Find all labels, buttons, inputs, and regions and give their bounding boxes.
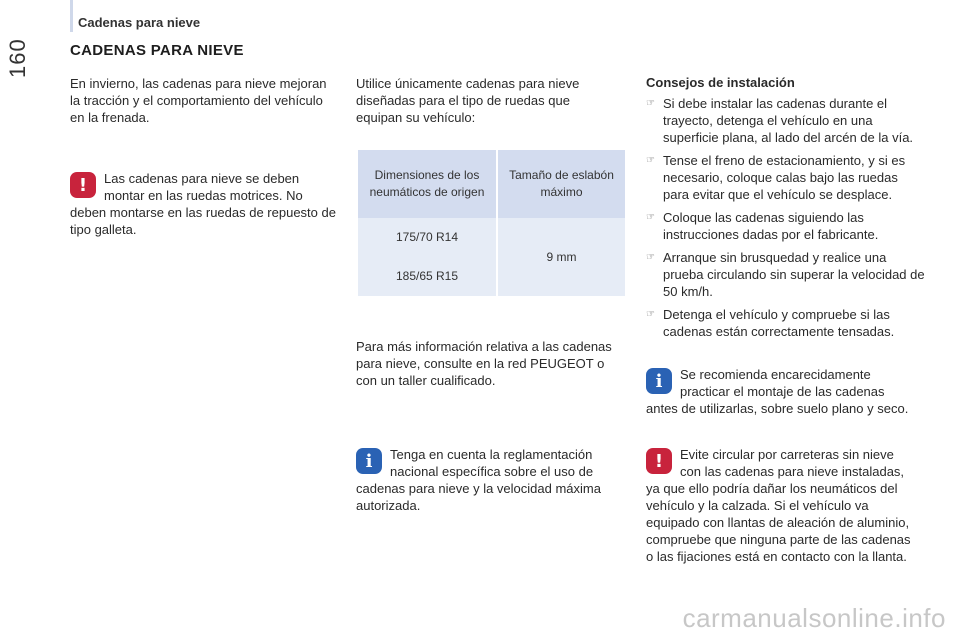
table-cell: 185/65 R15 bbox=[358, 257, 496, 296]
table-header-cell: Tamaño de eslabón máximo bbox=[498, 150, 625, 218]
pointing-hand-icon: ☞ bbox=[646, 252, 655, 263]
list-item: ☞ Detenga el vehículo y compruebe si las cadenas están correctamente tensadas. bbox=[646, 307, 895, 339]
warning-icon: ! bbox=[70, 172, 96, 198]
list-item: ☞ Si debe instalar las cadenas durante el trayecto, detenga el vehículo en una superficie plana, al lado del arcén de la vía. bbox=[646, 96, 914, 145]
info-text: Se recomienda encarecidamente practicar el montaje de las cadenas antes de utilizarlas, sobre suelo plano y seco. bbox=[646, 367, 909, 416]
wheel-type-paragraph: Utilice únicamente cadenas para nieve diseñadas para el tipo de ruedas que equipan su vehículo: bbox=[356, 76, 580, 125]
list-item: ☞ Coloque las cadenas siguiendo las instrucciones dadas por el fabricante. bbox=[646, 210, 879, 242]
table-cell: 175/70 R14 bbox=[358, 218, 496, 257]
page-title: CADENAS PARA NIEVE bbox=[70, 42, 244, 59]
info-icon: i bbox=[356, 448, 382, 474]
table-cell: 9 mm bbox=[498, 218, 625, 296]
pointing-hand-icon: ☞ bbox=[646, 309, 655, 320]
warning-text: Evite circular por carreteras sin nieve con las cadenas para nieve instaladas, ya que ello podría dañar los neumáticos del vehículo y la calzada. Si el vehículo va equipado con llantas de aleación de aluminio, compruebe que ninguna parte de las cadenas o las fijaciones está en contacto con la llanta. bbox=[646, 447, 911, 564]
site-watermark: carmanualsonline.info bbox=[682, 603, 946, 633]
warning-note-no-snow bbox=[646, 446, 918, 565]
more-info-paragraph: Para más información relativa a las cadenas para nieve, consulte en la red PEUGEOT o con un taller cualificado. bbox=[356, 339, 612, 388]
table-row bbox=[358, 218, 625, 257]
header-accent-bar bbox=[70, 0, 73, 32]
chain-size-table bbox=[356, 150, 627, 296]
warning-text: Las cadenas para nieve se deben montar en las ruedas motrices. No deben montarse en las ruedas de repuesto de tipo galleta. bbox=[70, 171, 336, 237]
intro-paragraph: En invierno, las cadenas para nieve mejoran la tracción y el comportamiento del vehículo en la frenada. bbox=[70, 76, 327, 125]
warning-note-drive-wheels bbox=[70, 170, 342, 238]
installation-tips-list bbox=[646, 95, 926, 346]
page-number: 160 bbox=[5, 38, 30, 78]
section-header: Cadenas para nieve bbox=[78, 15, 201, 30]
list-item: ☞ Tense el freno de estacionamiento, y si es necesario, coloque calas bajo las ruedas para evitar que el vehículo se desplace. bbox=[646, 153, 906, 202]
info-note-regulation bbox=[356, 446, 626, 514]
pointing-hand-icon: ☞ bbox=[646, 155, 655, 166]
pointing-hand-icon: ☞ bbox=[646, 212, 655, 223]
info-text: Tenga en cuenta la reglamentación nacional específica sobre el uso de cadenas para nieve y la velocidad máxima autorizada. bbox=[356, 447, 601, 513]
warning-icon: ! bbox=[646, 448, 672, 474]
table-header-cell: Dimensiones de los neumáticos de origen bbox=[358, 150, 496, 218]
table-header-row bbox=[358, 150, 625, 218]
info-note-practice bbox=[646, 366, 916, 417]
info-icon: i bbox=[646, 368, 672, 394]
installation-tips-heading: Consejos de instalación bbox=[646, 75, 795, 90]
list-item: ☞ Arranque sin brusquedad y realice una prueba circulando sin superar la velocidad de 50 km/h. bbox=[646, 250, 925, 299]
pointing-hand-icon: ☞ bbox=[646, 98, 655, 109]
